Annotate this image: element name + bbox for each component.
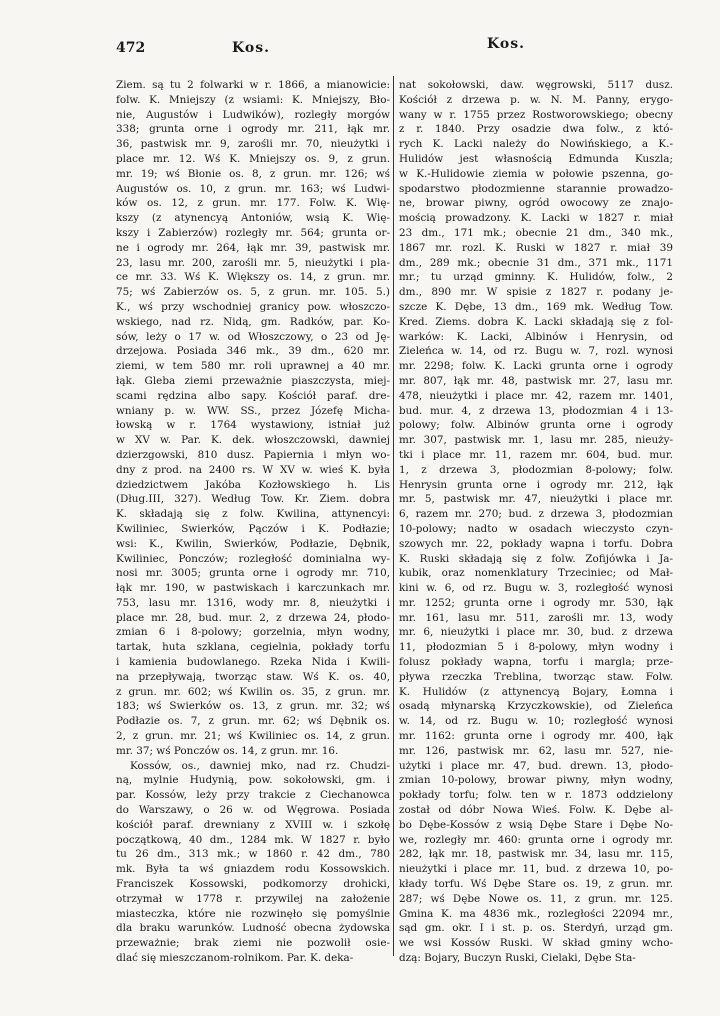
text-line: polowy; folw. Albinów grunta orne i ogrody bbox=[399, 419, 673, 432]
text-line: Hulidów jest własnością Edmunda Kuszla; bbox=[399, 152, 673, 165]
text-line: kszy (z atynencyą Antoniów, wsią K. Wię- bbox=[116, 212, 390, 225]
text-line: 338; grunta orne i ogrody mr. 211, łąk mr. bbox=[116, 123, 390, 136]
text-line: ce mr. 33. Wś K. Większy os. 14, z grun. mr. bbox=[116, 271, 390, 284]
text-line: sów, leży o 17 w. od Włoszczowy, o 23 od Ję- bbox=[116, 330, 390, 343]
text-line: Kossów, os., dawniej mko, nad rz. Chudzi- bbox=[130, 759, 390, 772]
text-line: mr. 19; wś Błonie os. 8, z grun. mr. 126; wś bbox=[116, 167, 390, 180]
text-line: mr. 37; wś Ponczów os. 14, z grun. mr. 16. bbox=[116, 744, 339, 757]
text-line: Podłazie os. 7, z grun. mr. 62; wś Dębnik os. bbox=[116, 715, 390, 728]
text-line: z grun. mr. 602; wś Kwilin os. 35, z grun. mr. bbox=[116, 685, 390, 698]
text-line: 282, łąk mr. 18, pastwisk mr. 34, lasu mr. 115, bbox=[399, 848, 673, 861]
text-line: miasteczka, które nie rozwinęło się pomyślnie bbox=[116, 907, 390, 920]
page-number: 472 bbox=[116, 40, 146, 56]
text-line: folusz pokłady wapna, torfu i margla; prze- bbox=[399, 656, 673, 669]
text-line: (Dług.III, 327). Według Tow. Kr. Ziem. dobra bbox=[116, 493, 390, 506]
text-line: we wsi Kossów Ruski. W skład gminy wcho- bbox=[399, 937, 673, 950]
text-line: mością prowadzony. K. Lacki w 1827 r. miał bbox=[399, 212, 673, 225]
text-line: 23 dm., 171 mk.; obecnie 21 dm., 340 mk., bbox=[399, 226, 673, 239]
text-line: użytki i place mr. 47, bud. drewn. 13, płodo- bbox=[399, 759, 673, 772]
text-line: 75; wś Zabierzów os. 5, z grun. mr. 105. 5.) bbox=[116, 286, 390, 299]
text-line: łąk. Gleba ziemi przeważnie piaszczysta, miej- bbox=[116, 374, 390, 387]
text-line: 478, nieużytki i place mr. 42, razem mr. 1401, bbox=[399, 389, 673, 402]
text-line: Franciszek Kossowski, podkomorzy drohicki, bbox=[116, 878, 390, 891]
column-divider bbox=[393, 76, 394, 956]
text-line: zmian 10-polowy, browar piwny, młyn wodny, bbox=[399, 774, 673, 787]
text-line: mr. 5, pastwisk mr. 47, nieużytki i place mr. bbox=[399, 493, 673, 506]
text-line: i kamienia budowlanego. Rzeka Nida i Kwili- bbox=[116, 656, 390, 669]
text-line: mr. 2298; folw. K. Lacki grunta orne i ogrody bbox=[399, 360, 673, 373]
text-line: Augustów os. 10, z grun. mr. 163; wś Ludwi- bbox=[116, 182, 390, 195]
text-line: pokłady torfu; folw. ten w r. 1873 oddzielony bbox=[399, 789, 673, 802]
text-line: na przepływają, tworząc staw. Wś K. os. 40, bbox=[116, 670, 390, 683]
text-line: otrzymał w 1778 r. przywilej na założenie bbox=[116, 892, 390, 905]
text-line: nieużytki i place mr. 11, bud. z drzewa 10, po- bbox=[399, 863, 673, 876]
text-line: 36, pastwisk mr. 9, zarośli mr. 70, nieużytki i bbox=[116, 138, 390, 151]
text-line: szowych mr. 22, pokłady wapna i torfu. Dobra bbox=[399, 537, 673, 550]
text-line: K. Ruski składają się z folw. Zofijówka i Ja- bbox=[399, 552, 673, 565]
running-head-left: Kos. bbox=[232, 40, 270, 56]
text-line: warków: K. Lacki, Albinów i Henrysin, od bbox=[399, 330, 673, 343]
text-line: we, rozległy mr. 460: grunta orne i ogrody mr. bbox=[399, 833, 673, 846]
text-line: Kościół z drzewa p. w. N. M. Panny, erygo- bbox=[399, 93, 673, 106]
text-line: mr. 807, łąk mr. 48, pastwisk mr. 27, lasu mr. bbox=[399, 374, 673, 387]
text-line: rych K. Lacki należy do Nowińskiego, a K.- bbox=[399, 138, 673, 151]
text-line: spodarstwo płodozmienne starannie prowadzo- bbox=[399, 182, 673, 195]
text-line: ne i ogrody mr. 264, łąk mr. 39, pastwisk mr. bbox=[116, 241, 390, 254]
text-line: dla braku warunków. Ludność obecna żydowska bbox=[116, 922, 390, 935]
text-line: wany w r. 1755 przez Rostworowskiego; obecny bbox=[399, 108, 673, 121]
text-line: dm., 289 mk.; obecnie 31 dm., 371 mk., 1171 bbox=[399, 256, 673, 269]
text-line: wniany p. w. WW. SS., przez Józefę Micha- bbox=[116, 404, 390, 417]
text-line: bo Dębe-Kossów z wsią Dębe Stare i Dębe No- bbox=[399, 818, 673, 831]
text-line: Kred. Ziems. dobra K. Lacki składają się z fol- bbox=[399, 315, 673, 328]
text-line: kłady torfu. Wś Dębe Stare os. 19, z grun. mr. bbox=[399, 878, 673, 891]
text-line: 11, płodozmian 5 i 8-polowy, młyn wodny i bbox=[399, 641, 673, 654]
page-header bbox=[0, 36, 720, 64]
text-line: mr. 1162: grunta orne i ogrody mr. 400, łąk bbox=[399, 730, 673, 743]
text-line: sąd gm. okr. I i st. p. os. Sterdyń, urząd gm. bbox=[399, 922, 673, 935]
text-line: w. 14, od rz. Bugu w. 10; rozległość wynosi bbox=[399, 715, 673, 728]
text-line: bud. mur. 4, z drzewa 13, płodozmian 4 i 13- bbox=[399, 404, 673, 417]
text-line: K. Hulidów (z attynencyą Bojary, Łomna i bbox=[399, 685, 673, 698]
text-line: nie, Augustów i Ludwików), rozległy morgów bbox=[116, 108, 390, 121]
text-line: kszy i Zabierzów) rozległy mr. 564; grunta or- bbox=[116, 226, 390, 239]
text-line: scami rędzina albo sapy. Kościół paraf. dre- bbox=[116, 389, 390, 402]
text-line: przeważnie; brak ziemi nie pozwolił osie- bbox=[116, 937, 390, 950]
text-line: w XV w. Par. K. dek. włoszczowski, dawniej bbox=[116, 434, 390, 447]
text-line: do Warszawy, o 26 w. od Węgrowa. Posiada bbox=[116, 804, 390, 817]
text-line: mr.; tu urząd gminny. K. Hulidów, folw., 2 bbox=[399, 271, 673, 284]
text-line: Zieleńca w. 14, od rz. Bugu w. 7, rozl. wynosi bbox=[399, 345, 673, 358]
text-line: place mr. 12. Wś K. Mniejszy os. 9, z grun. bbox=[116, 152, 390, 165]
text-line: został od dóbr Nowa Wieś. Folw. K. Dębe al- bbox=[399, 804, 673, 817]
right-column bbox=[399, 78, 673, 966]
text-line: łowską w r. 1764 wystawiony, istniał już bbox=[116, 419, 390, 432]
text-line: tu 26 dm., 313 mk.; w 1860 r. 42 dm., 780 bbox=[116, 848, 390, 861]
text-line: Gmina K. ma 4836 mk., rozległości 22094 mr., bbox=[399, 907, 673, 920]
text-line: dlać się mieszczanom-rolnikom. Par. K. deka- bbox=[116, 952, 354, 965]
text-line: mr. 161, lasu mr. 511, zarośli mr. 13, wody bbox=[399, 611, 673, 624]
text-line: nosi mr. 3005; grunta orne i ogrody mr. 710, bbox=[116, 567, 390, 580]
left-column bbox=[116, 78, 390, 966]
text-line: 183; wś Swierków os. 13, z grun. mr. 32; wś bbox=[116, 700, 390, 713]
text-line: place mr. 28, bud. mur. 2, z drzewa 24, płodo- bbox=[116, 611, 390, 624]
text-line: Ziem. są tu 2 folwarki w r. 1866, a mianowicie: bbox=[116, 79, 390, 91]
text-line: początkową, 40 dm., 1284 mk. W 1827 r. było bbox=[116, 833, 390, 846]
text-line: K., wś przy wschodniej granicy pow. włoszczo- bbox=[116, 300, 390, 313]
text-line: wskiego, nad rz. Nidą, gm. Radków, par. Ko- bbox=[116, 315, 390, 328]
text-line: osadą młynarską Krzyczkowskie), od Zieleńca bbox=[399, 700, 673, 713]
text-line: ną, mylnie Hudynią, pow. sokołowski, gm. i bbox=[116, 774, 390, 787]
text-line: kościół paraf. drewniany z XVIII w. i szkołę bbox=[116, 818, 390, 831]
text-line: z r. 1840. Przy osadzie dwa folw., z któ- bbox=[399, 123, 673, 136]
text-line: 2, z grun. mr. 21; wś Kwiliniec os. 14, z grun. bbox=[116, 730, 390, 743]
text-line: tki i place mr. 11, razem mr. 604, bud. mur. bbox=[399, 448, 673, 461]
text-line: mr. 1252; grunta orne i ogrody mr. 530, łąk bbox=[399, 596, 673, 609]
text-line: dzą: Bojary, Buczyn Ruski, Cielaki, Dębe Sta- bbox=[399, 952, 636, 965]
text-line: ne, browar piwny, ogród owocowy ze znajo- bbox=[399, 197, 673, 210]
text-line: szcze K. Dębe, 13 dm., 169 mk. Według Tow. bbox=[399, 300, 673, 313]
text-line: kini w. 6, od rz. Bugu w. 3, rozległość wynosi bbox=[399, 582, 673, 595]
text-line: nat sokołowski, daw. węgrowski, 5117 dusz. bbox=[399, 79, 673, 91]
text-line: mr. 126, pastwisk mr. 62, lasu mr. 527, nie- bbox=[399, 744, 673, 757]
text-line: dzierzgowski, 810 dusz. Papiernia i młyn wo- bbox=[116, 448, 390, 461]
text-line: ziemi, w tem 580 mr. roli uprawnej a 40 mr. bbox=[116, 360, 390, 373]
text-line: wsi: K., Kwilin, Swierków, Podłazie, Dębnik, bbox=[116, 537, 390, 550]
text-line: dny z prod. na 2400 rs. W XV w. wieś K. była bbox=[116, 463, 390, 476]
running-head-right: Kos. bbox=[487, 36, 525, 52]
text-line: 1867 mr. rozl. K. Ruski w 1827 r. miał 39 bbox=[399, 241, 673, 254]
text-line: drzejowa. Posiada 346 mk., 39 dm., 620 mr. bbox=[116, 345, 390, 358]
text-line: mk. Była ta wś gniazdem rodu Kossowskich. bbox=[116, 863, 390, 876]
text-line: Kwiliniec, Swierków, Pączów i K. Podłazie; bbox=[116, 522, 390, 535]
text-line: mr. 6, nieużytki i place mr. 30, bud. z drzewa bbox=[399, 626, 673, 639]
text-line: dziedzictwem Jakóba Kozłowskiego h. Lis bbox=[116, 478, 390, 491]
text-line: par. Kossów, leży przy trakcie z Ciechanowca bbox=[116, 789, 390, 802]
text-line: pływa rzeczka Treblina, tworząc staw. Folw. bbox=[399, 670, 673, 683]
text-line: 23, lasu mr. 200, zarośli mr. 5, nieużytki i pla- bbox=[116, 256, 390, 269]
text-line: 753, lasu mr. 1316, wody mr. 8, nieużytki i bbox=[116, 596, 390, 609]
text-line: łąk mr. 190, w pastwiskach i karczunkach mr. bbox=[116, 582, 390, 595]
text-line: kubik, oraz nomenklatury Trzeciniec; od Mał- bbox=[399, 567, 673, 580]
text-line: mr. 307, pastwisk mr. 1, lasu mr. 285, nieuży- bbox=[399, 434, 673, 447]
text-line: 1, z drzewa 3, płodozmian 8-polowy; folw. bbox=[399, 463, 673, 476]
text-line: zmian 6 i 8-polowy; gorzelnia, młyn wodny, bbox=[116, 626, 390, 639]
text-line: Kwiliniec, Ponczów; rozległość dominialna wy- bbox=[116, 552, 390, 565]
text-line: ków os. 12, z grun. mr. 177. Folw. K. Wię- bbox=[116, 197, 390, 210]
text-line: w K.-Hulidowie ziemia w połowie pszenna, go- bbox=[399, 167, 673, 180]
text-line: Henrysin grunta orne i ogrody mr. 212, łąk bbox=[399, 478, 673, 491]
text-line: folw. K. Mniejszy (z wsiami: K. Mniejszy, Bło- bbox=[116, 93, 390, 106]
text-line: 10-polowy; nadto w osadach wieczysto czyn- bbox=[399, 522, 673, 535]
text-line: tartak, huta szklana, cegielnia, pokłady torfu bbox=[116, 641, 390, 654]
text-line: 6, razem mr. 270; bud. z drzewa 3, płodozmian bbox=[399, 508, 673, 521]
text-line: dm., 890 mr. W spisie z 1827 r. podany je- bbox=[399, 286, 673, 299]
text-line: 287; wś Dębe Nowe os. 11, z grun. mr. 125. bbox=[399, 892, 673, 905]
text-line: K. składają się z folw. Kwilina, attynencyi: bbox=[116, 508, 390, 521]
